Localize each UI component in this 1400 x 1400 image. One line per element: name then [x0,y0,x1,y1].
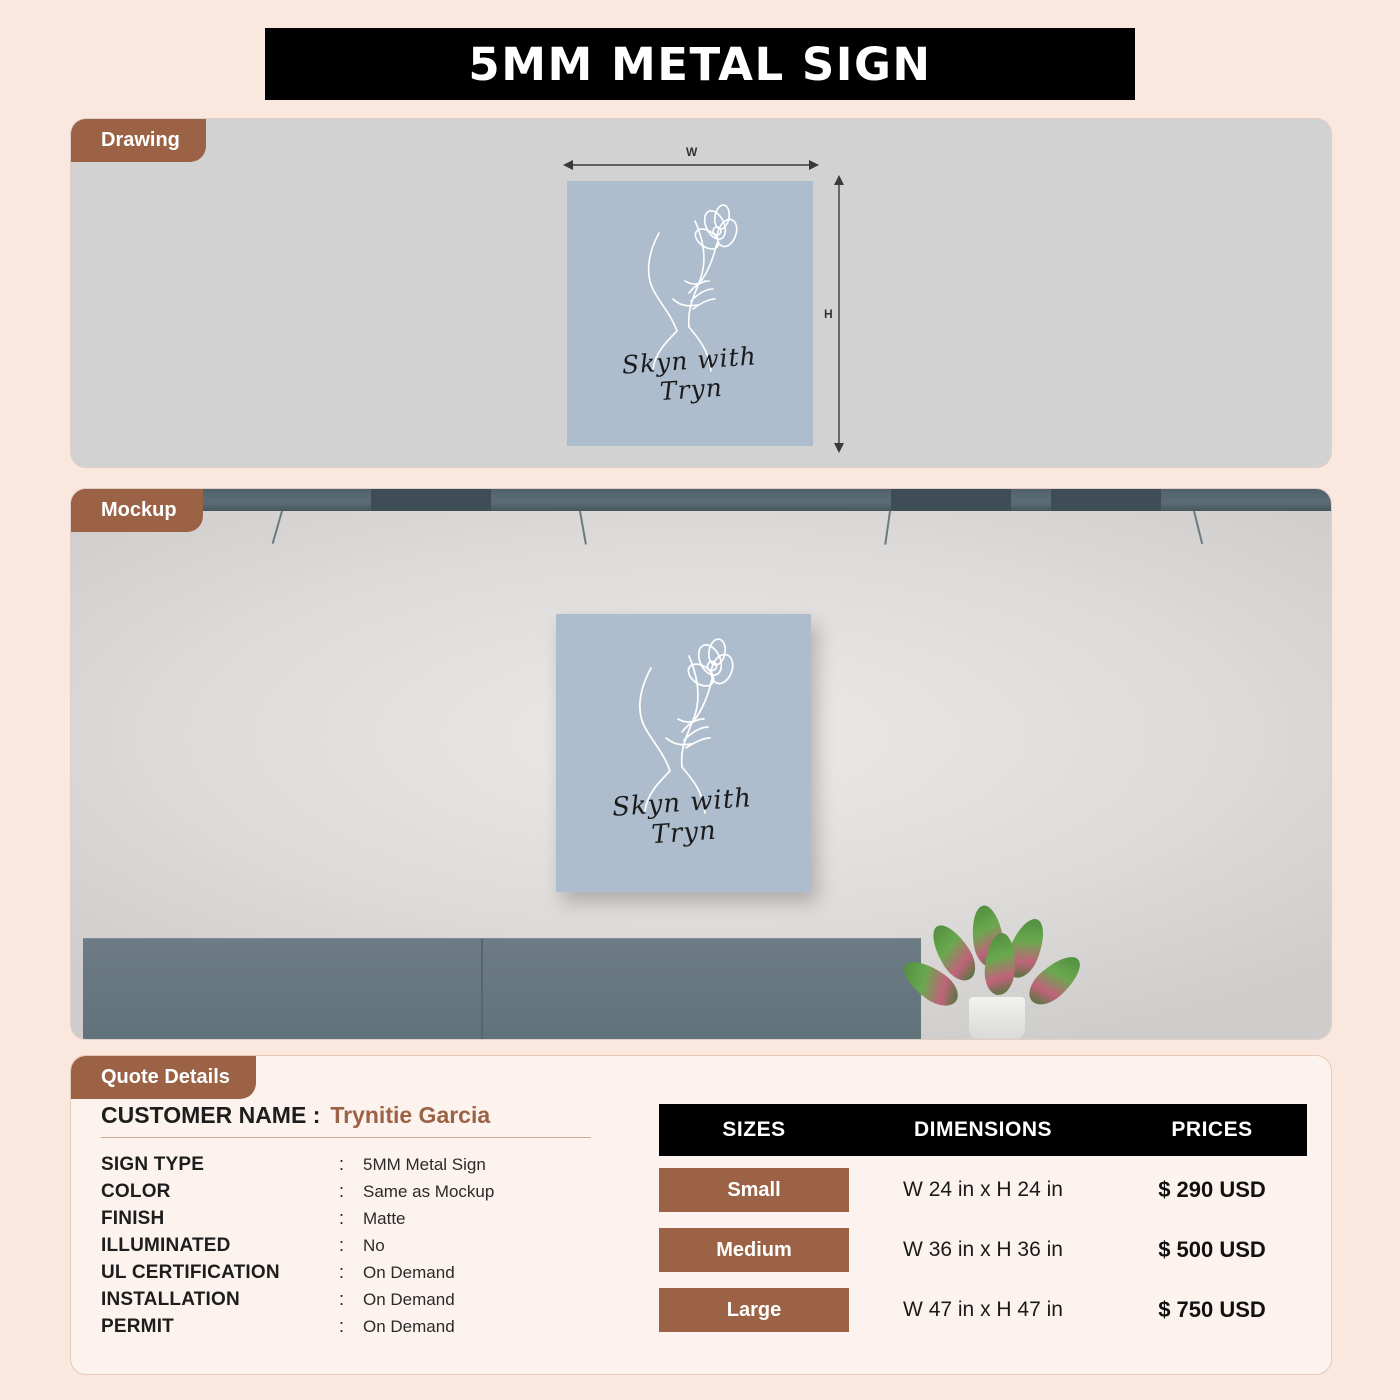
spec-key: UL CERTIFICATION [101,1262,280,1283]
spec-separator: : [339,1181,345,1201]
column-header-sizes: SIZES [722,1118,786,1141]
spec-row-sign-type [101,1154,621,1181]
spec-list [101,1154,621,1343]
page-title: 5MM METAL SIGN [468,37,932,91]
mockup-wall [71,489,1331,1039]
drawing-sign-text: Skyn with Tryn [620,340,758,406]
mockup-panel [70,488,1332,1040]
spec-key: PERMIT [101,1316,174,1337]
drawing-canvas [71,119,1331,467]
size-badge-small: Small [659,1168,849,1212]
spec-key: INSTALLATION [101,1289,240,1310]
potted-plant [933,899,1063,1039]
customer-name-row [101,1102,591,1138]
price-cell: $ 290 USD [1158,1177,1266,1202]
spec-row-permit [101,1316,621,1343]
drawing-panel-tab: Drawing [71,119,206,162]
spec-row-finish [101,1208,621,1235]
ceiling-drop-wire [884,511,891,545]
spec-key: FINISH [101,1208,165,1229]
ceiling-segment [1051,489,1161,511]
ceiling-segment [891,489,1011,511]
spec-separator: : [339,1154,345,1174]
dimensions-cell: W 36 in x H 36 in [903,1238,1063,1261]
spec-value: On Demand [363,1317,455,1336]
spec-value: 5MM Metal Sign [363,1155,486,1174]
quote-panel-tab: Quote Details [71,1056,256,1099]
drawing-sign-artwork [567,181,813,446]
spec-separator: : [339,1235,345,1255]
width-dimension-label: W [686,145,698,159]
size-badge-large: Large [659,1288,849,1332]
spec-key: SIGN TYPE [101,1154,205,1175]
spec-key: COLOR [101,1181,171,1202]
ceiling-segment [371,489,491,511]
spec-row-ul-certification [101,1262,621,1289]
spec-key: ILLUMINATED [101,1235,231,1256]
price-cell: $ 500 USD [1158,1237,1266,1262]
mockup-sign-text: Skyn with Tryn [611,782,754,850]
ceiling-drop-wire [1193,511,1203,544]
cabinet-divider [481,939,483,1039]
spec-value: On Demand [363,1290,455,1309]
table-row [659,1224,1307,1276]
spec-separator: : [339,1316,345,1336]
spec-row-installation [101,1289,621,1316]
height-dimension-label: H [824,307,833,321]
plant-pot [969,997,1025,1039]
spec-value: Same as Mockup [363,1182,495,1201]
spec-row-color [101,1181,621,1208]
cabinet-unit [83,938,921,1039]
customer-name-label: CUSTOMER NAME : [101,1102,321,1128]
size-badge-medium: Medium [659,1228,849,1272]
column-header-prices: PRICES [1171,1118,1253,1141]
column-header-dimensions: DIMENSIONS [913,1118,1052,1141]
page-title-bar [265,28,1135,100]
customer-name-value: Trynitie Garcia [330,1102,491,1128]
spec-value: Matte [363,1209,406,1228]
spec-separator: : [339,1289,345,1309]
drawing-panel [70,118,1332,468]
spec-separator: : [339,1208,345,1228]
pricing-table [659,1104,1307,1336]
spec-value: On Demand [363,1263,455,1282]
table-row [659,1284,1307,1336]
ceiling-drop-wire [579,511,587,545]
mockup-panel-tab: Mockup [71,489,203,532]
price-cell: $ 750 USD [1158,1297,1266,1322]
dimensions-cell: W 24 in x H 24 in [903,1178,1063,1201]
spec-separator: : [339,1262,345,1282]
mockup-sign-artwork [556,614,811,892]
spec-value: No [363,1236,385,1255]
table-row [659,1164,1307,1216]
pricing-table-header [659,1104,1307,1156]
ceiling-drop-wire [272,511,283,544]
spec-row-illuminated [101,1235,621,1262]
quote-details-panel [70,1055,1332,1375]
dimensions-cell: W 47 in x H 47 in [903,1298,1063,1321]
